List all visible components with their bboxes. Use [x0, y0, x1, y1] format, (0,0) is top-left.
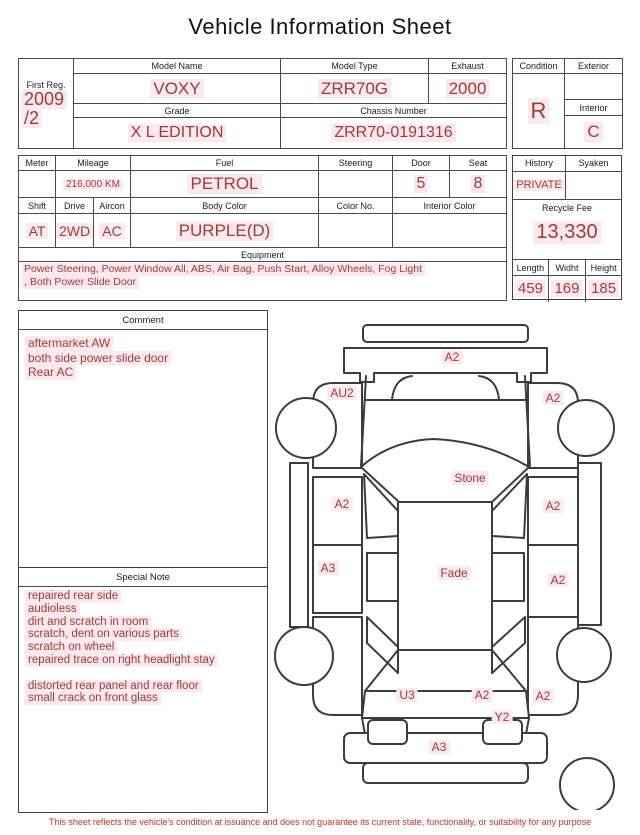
damage-mark-right-front-fender: A2: [543, 391, 564, 405]
color-no-value: [319, 214, 393, 248]
note-line: distorted rear panel and rear floor: [25, 680, 202, 693]
equipment-line-2: , Both Power Slide Door: [21, 276, 139, 289]
note-line: repaired trace on right headlight stay: [25, 654, 218, 667]
special-note-header: Special Note: [19, 568, 267, 587]
shift-label: Shift: [19, 198, 56, 214]
comment-header: Comment: [19, 311, 267, 330]
seat-value: 8: [471, 175, 486, 193]
left-front-door-shape: [313, 477, 362, 545]
interior-value: C: [584, 122, 602, 142]
grade-label: Grade: [74, 104, 281, 118]
height-label: Height: [586, 260, 621, 276]
note-line: small crack on front glass: [25, 692, 161, 705]
condition-value: R: [528, 98, 550, 124]
shift-value: AT: [26, 223, 49, 239]
right-quarter-window-shape: [492, 617, 525, 673]
comment-line: aftermarket AW: [25, 336, 113, 351]
length-value: 459: [515, 280, 546, 297]
damage-mark-rear-panel: Y2: [492, 710, 513, 724]
drive-value: 2WD: [56, 223, 93, 239]
history-value: PRIVATE: [513, 179, 564, 191]
mileage-label: Mileage: [56, 156, 131, 171]
comment-line: Rear AC: [25, 365, 76, 380]
comment-box: [18, 310, 268, 568]
front-right-wheel: [558, 400, 614, 456]
exhaust-label: Exhaust: [429, 59, 507, 74]
damage-mark-rear-hatch-left: U3: [396, 688, 417, 702]
special-note-box: [18, 568, 268, 813]
model-type-value: ZRR70G: [318, 79, 391, 99]
body-color-value: PURPLE(D): [176, 221, 274, 241]
damage-mark-left-slide-door: A3: [318, 561, 339, 575]
spare-wheel: [560, 758, 614, 810]
length-label: Length: [513, 260, 548, 276]
door-value: 5: [414, 175, 429, 193]
height-value: 185: [588, 280, 619, 297]
damage-mark-left-front-door: A2: [332, 497, 353, 511]
equipment-label: Equipment: [19, 248, 507, 262]
chassis-number-value: ZRR70-0191316: [331, 124, 455, 142]
recycle-fee-value: 13,330: [533, 221, 600, 244]
model-type-label: Model Type: [281, 59, 429, 74]
aircon-label: Aircon: [94, 198, 131, 214]
door-label: Door: [393, 156, 450, 171]
page-title: Vehicle Information Sheet: [188, 14, 452, 39]
meter-value: [19, 171, 56, 198]
damage-mark-roof: Fade: [437, 566, 470, 580]
interior-label: Interior: [565, 100, 623, 116]
grade-value: X L EDITION: [128, 124, 227, 142]
left-quarter-window-shape: [367, 617, 398, 673]
left-taillight-shape: [368, 720, 407, 744]
aircon-value: AC: [99, 223, 124, 239]
history-fee-block: [512, 155, 622, 300]
note-line: scratch on wheel: [25, 641, 117, 654]
note-line: scratch, dent on various parts: [25, 628, 182, 641]
first-reg-year: 2009: [21, 90, 67, 109]
left-slide-window-shape: [367, 553, 398, 601]
syaken-label: Syaken: [565, 156, 621, 171]
damage-mark-front-bumper: A2: [442, 350, 463, 364]
fuel-value: PETROL: [187, 174, 261, 194]
exterior-label: Exterior: [565, 59, 623, 74]
interior-color-value: [393, 214, 507, 248]
steering-value: [319, 171, 393, 198]
note-line: audioless: [25, 603, 80, 616]
drive-label: Drive: [56, 198, 94, 214]
comment-body: [19, 330, 267, 380]
rear-right-wheel: [557, 628, 611, 682]
width-value: 169: [551, 280, 582, 297]
rear-strip-shape: [363, 763, 528, 783]
damage-mark-right-front-door: A2: [543, 499, 564, 513]
history-label: History: [513, 156, 565, 171]
meter-label: Meter: [19, 156, 56, 171]
hood-arcs: [392, 376, 499, 400]
spec-table: [18, 155, 507, 301]
recycle-fee-label: Recycle Fee: [541, 203, 593, 213]
right-rocker-shape: [578, 463, 601, 625]
windshield-shape: [361, 439, 529, 502]
steering-label: Steering: [319, 156, 393, 171]
identity-table: [18, 58, 507, 149]
syaken-value: [565, 171, 621, 199]
first-reg-cell: [19, 59, 74, 149]
mileage-value: 216,000 KM: [63, 179, 123, 190]
vehicle-damage-diagram: [270, 305, 635, 810]
chassis-number-label: Chassis Number: [281, 104, 507, 118]
model-name-value: VOXY: [150, 79, 203, 99]
seat-label: Seat: [450, 156, 507, 171]
damage-mark-windshield: Stone: [451, 471, 488, 485]
footer-disclaimer: This sheet reflects the vehicle's condition at issuance and does not guarantee its current state, functionality, or suitability for any purpose: [48, 817, 592, 827]
front-strip-shape: [363, 325, 528, 342]
damage-mark-rear-bumper: A3: [429, 740, 450, 754]
first-reg-month: /2: [21, 109, 42, 128]
body-color-label: Body Color: [131, 198, 319, 214]
left-rocker-shape: [290, 463, 308, 627]
note-line: repaired rear side: [25, 590, 121, 603]
damage-mark-right-rear-quarter: A2: [548, 573, 569, 587]
right-slide-window-shape: [492, 553, 524, 601]
rear-left-wheel: [275, 627, 333, 685]
damage-mark-right-rear-outer: A2: [533, 689, 554, 703]
exterior-value: [565, 74, 623, 100]
fuel-label: Fuel: [131, 156, 319, 171]
color-no-label: Color No.: [319, 198, 393, 214]
special-note-body: [19, 587, 267, 705]
damage-mark-left-front-fender: AU2: [327, 386, 356, 400]
interior-color-label: Interior Color: [393, 198, 507, 214]
model-name-label: Model Name: [74, 59, 281, 74]
note-line: dirt and scratch in room: [25, 616, 151, 629]
equipment-line-1: Power Steering, Power Window All, ABS, Air Bag, Push Start, Alloy Wheels, Fog Light: [21, 263, 425, 276]
condition-label: Condition: [513, 59, 565, 74]
equipment-value: [19, 262, 507, 301]
left-slide-door-shape: [313, 545, 362, 613]
condition-table: [512, 58, 623, 149]
rear-window-shape: [365, 650, 526, 691]
recycle-fee-cell: [513, 199, 621, 259]
exhaust-value: 2000: [446, 79, 490, 99]
damage-mark-rear-hatch-right: A2: [472, 688, 493, 702]
width-label: Widht: [548, 260, 585, 276]
comment-line: both side power slide door: [25, 351, 171, 366]
front-left-wheel: [276, 398, 336, 458]
first-reg-label: First Reg.: [26, 79, 66, 90]
